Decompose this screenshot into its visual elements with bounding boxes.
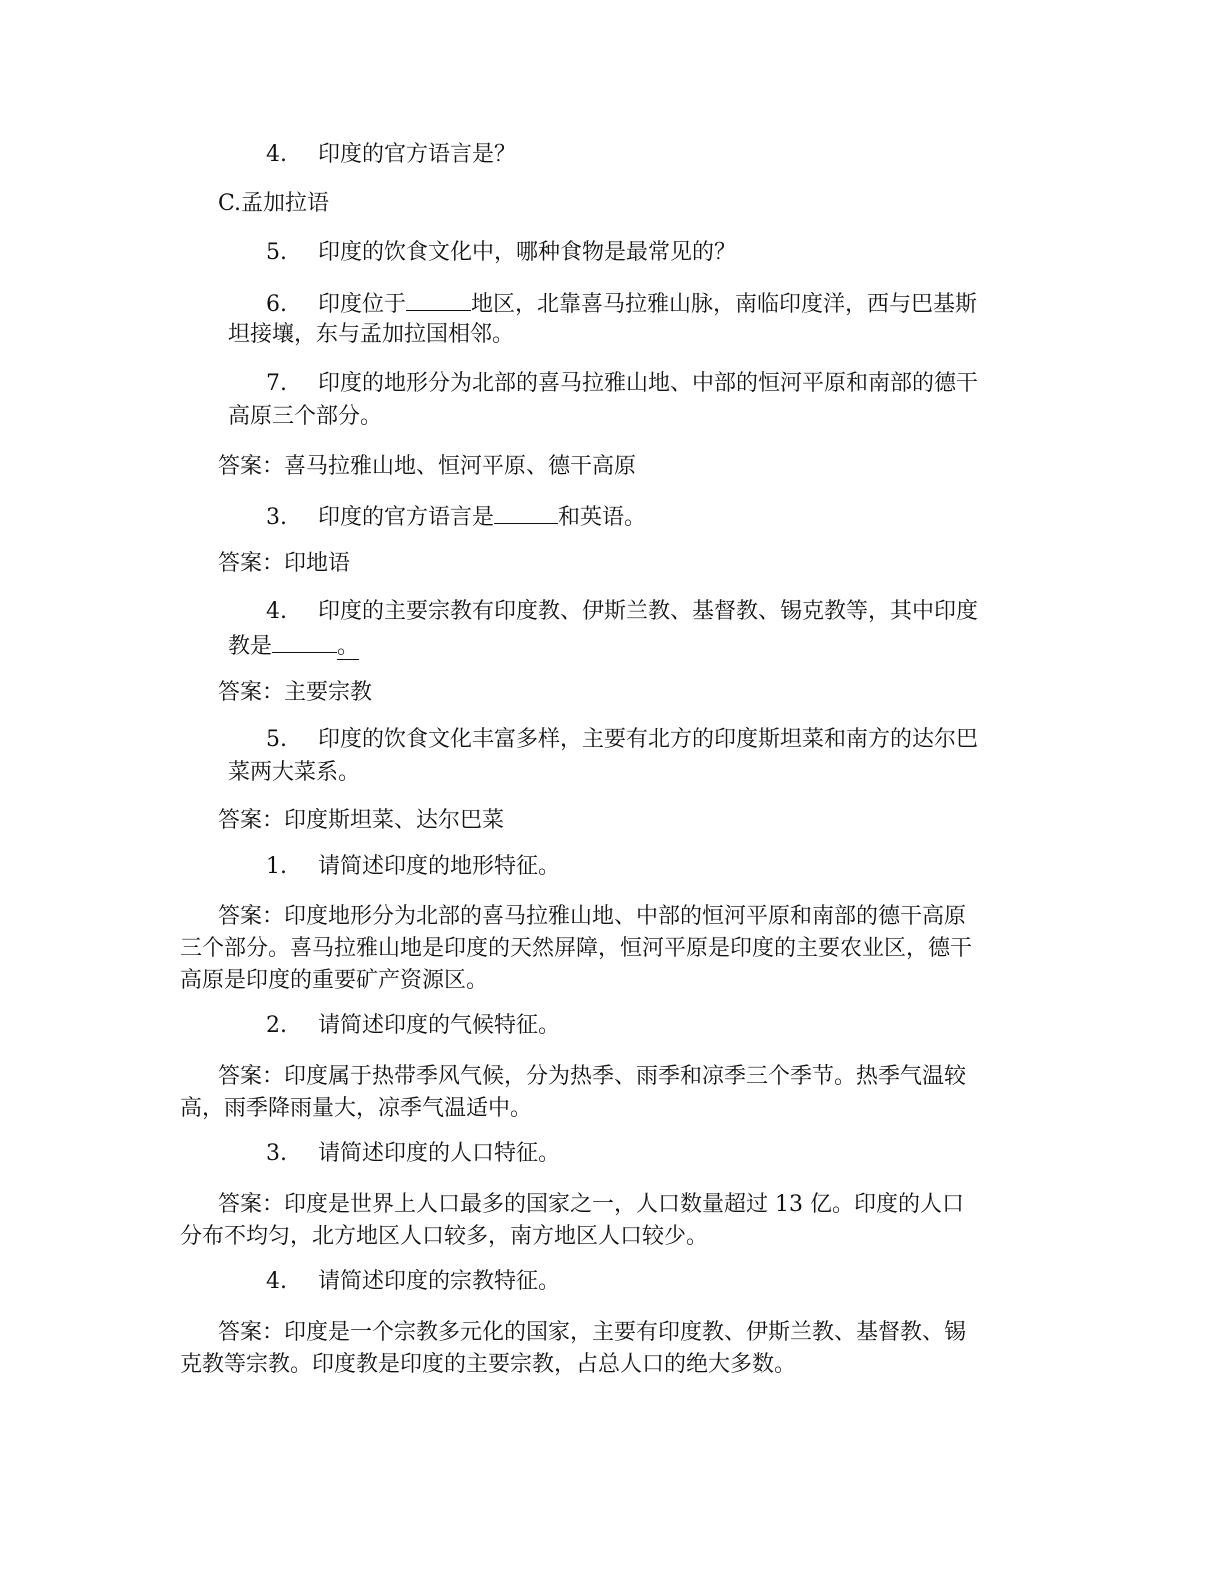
fill-blank (494, 499, 558, 524)
question-text: 请简述印度的人口特征。 (318, 1141, 561, 1166)
question-text: 和英语。 (558, 505, 647, 530)
answer-7: 答案：喜马拉雅山地、恒河平原、德干高原 (218, 454, 637, 479)
short-question-1 (266, 851, 560, 883)
question-text: 印度的饮食文化丰富多样，主要有北方的印度斯坦菜和南方的达尔巴 (318, 727, 979, 752)
question-text: 。 (337, 634, 360, 659)
short-answer-2-line2: 高，雨季降雨量大，凉季气温适中。 (180, 1096, 533, 1121)
question-number: 5. (266, 240, 287, 265)
short-question-3 (266, 1138, 560, 1170)
short-answer-1-line1: 答案：印度地形分为北部的喜马拉雅山地、中部的恒河平原和南部的德干高原 (218, 904, 967, 929)
answer-3: 答案：印地语 (218, 551, 351, 576)
short-answer-4-line1: 答案：印度是一个宗教多元化的国家，主要有印度教、伊斯兰教、基督教、锡 (218, 1320, 967, 1345)
question-number: 4. (266, 599, 287, 624)
fill-question-7-line2: 高原三个部分。 (228, 404, 383, 429)
question-text: 请简述印度的地形特征。 (318, 854, 561, 879)
short-answer-3-line2: 分布不均匀，北方地区人口较多，南方地区人口较少。 (180, 1224, 709, 1249)
question-text: 印度的饮食文化中，哪种食物是最常见的？ (318, 240, 737, 265)
short-answer-4-line2: 克教等宗教。印度教是印度的主要宗教，占总人口的绝大多数。 (180, 1352, 797, 1377)
short-answer-1-line3: 高原是印度的重要矿产资源区。 (180, 968, 489, 993)
fill-blank (272, 628, 337, 653)
question-text: 请简述印度的宗教特征。 (318, 1269, 561, 1294)
question-number: 1. (266, 854, 287, 879)
fill-question-6 (266, 286, 977, 318)
question-number: 2. (266, 1013, 287, 1038)
question-number: 4. (266, 142, 287, 167)
fill-question-3 (266, 499, 646, 531)
fill-blank (406, 286, 471, 311)
question-text: 印度的官方语言是 (318, 505, 495, 530)
question-4-official-language (266, 139, 516, 171)
option-c: C.孟加拉语 (218, 191, 330, 216)
question-text: 印度位于 (318, 292, 407, 317)
fill-question-5 (266, 724, 978, 756)
fill-question-4 (266, 596, 978, 628)
question-number: 6. (266, 292, 287, 317)
short-question-4 (266, 1266, 560, 1298)
question-text: 印度的官方语言是？ (318, 142, 517, 167)
question-text: 印度的主要宗教有印度教、伊斯兰教、基督教、锡克教等，其中印度 (318, 599, 979, 624)
question-number: 7. (266, 371, 287, 396)
fill-question-7 (266, 368, 978, 400)
short-question-2 (266, 1010, 560, 1042)
question-5-food (266, 237, 736, 269)
answer-5: 答案：印度斯坦菜、达尔巴菜 (218, 808, 505, 833)
short-answer-2-line1: 答案：印度属于热带季风气候，分为热季、雨季和凉季三个季节。热季气温较 (218, 1064, 967, 1089)
question-number: 5. (266, 727, 287, 752)
question-number: 3. (266, 505, 287, 530)
question-number: 4. (266, 1269, 287, 1294)
fill-question-5-line2: 菜两大菜系。 (228, 760, 361, 785)
short-answer-3-line1: 答案：印度是世界上人口最多的国家之一，人口数量超过 13 亿。印度的人口 (218, 1192, 964, 1217)
short-answer-1-line2: 三个部分。喜马拉雅山地是印度的天然屏障，恒河平原是印度的主要农业区，德干 (180, 936, 973, 961)
question-text: 地区，北靠喜马拉雅山脉，南临印度洋，西与巴基斯 (471, 292, 978, 317)
question-number: 3. (266, 1141, 287, 1166)
question-text: 请简述印度的气候特征。 (318, 1013, 561, 1038)
answer-4: 答案：主要宗教 (218, 680, 373, 705)
question-text: 教是 (228, 634, 273, 659)
fill-question-4-line2 (228, 628, 359, 660)
question-text: 印度的地形分为北部的喜马拉雅山地、中部的恒河平原和南部的德干 (318, 371, 979, 396)
fill-question-6-line2: 坦接壤，东与孟加拉国相邻。 (228, 322, 515, 347)
